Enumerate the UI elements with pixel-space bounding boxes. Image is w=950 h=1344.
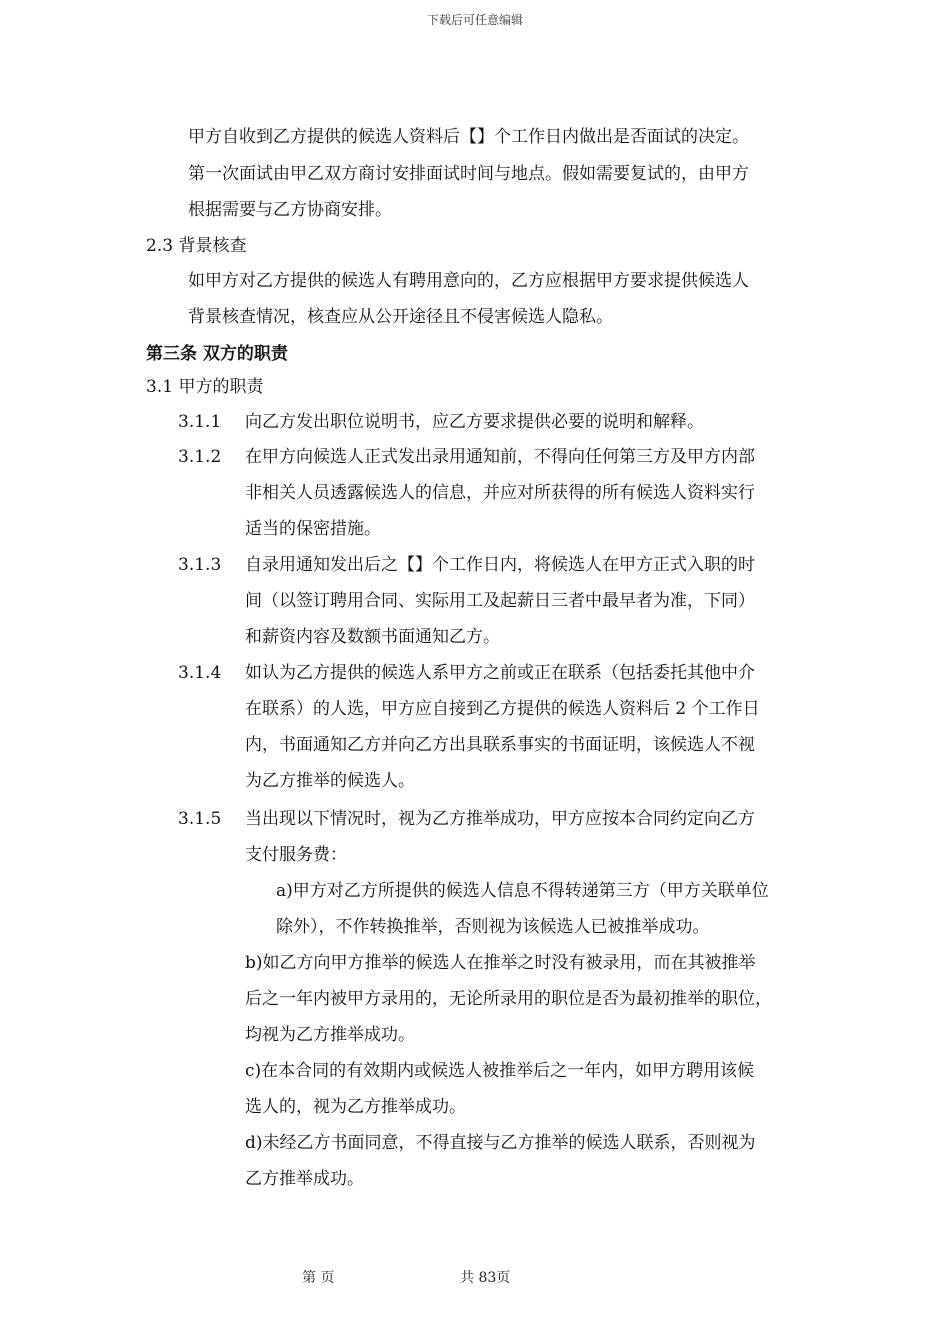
paragraph-line: 背景核查情况，核查应从公开途径且不侵害候选人隐私。: [188, 307, 613, 327]
sub-item-c: c)在本合同的有效期内或候选人被推举后之一年内，如甲方聘用该候: [245, 1061, 755, 1081]
clause-line: 如认为乙方提供的候选人系甲方之前或正在联系（包括委托其他中介: [245, 663, 755, 683]
clause-line: 自录用通知发出后之【】个工作日内，将候选人在甲方正式入职的时: [245, 555, 755, 575]
section-heading-3-1: 3.1 甲方的职责: [146, 377, 264, 397]
clause-line: 间（以签订聘用合同、实际用工及起薪日三者中最早者为准，下同）: [245, 591, 755, 611]
paragraph-line: 甲方自收到乙方提供的候选人资料后【】个工作日内做出是否面试的决定。: [188, 127, 749, 147]
clause-line: 在联系）的人选，甲方应自接到乙方提供的候选人资料后 2 个工作日: [245, 699, 760, 719]
article-heading-3: 第三条 双方的职责: [146, 344, 288, 364]
sub-item-d: d)未经乙方书面同意，不得直接与乙方推举的候选人联系，否则视为: [245, 1133, 756, 1153]
paragraph-line: 根据需要与乙方协商安排。: [188, 200, 392, 220]
clause-line: 和薪资内容及数额书面通知乙方。: [245, 627, 500, 647]
clause-line: 在甲方向候选人正式发出录用通知前，不得向任何第三方及甲方内部: [245, 447, 755, 467]
footer-total-pages: 共 83页: [460, 1270, 511, 1286]
sub-item-d: 乙方推举成功。: [245, 1169, 364, 1189]
sub-item-b: 后之一年内被甲方录用的，无论所录用的职位是否为最初推举的职位，: [245, 989, 772, 1009]
clause-number: 3.1.2: [178, 447, 222, 467]
paragraph-line: 第一次面试由甲乙双方商讨安排面试时间与地点。假如需要复试的，由甲方: [188, 164, 749, 184]
clause-number: 3.1.3: [178, 555, 222, 575]
clause-line: 支付服务费：: [245, 845, 347, 865]
header-note: 下载后可任意编辑: [426, 13, 523, 27]
sub-item-b: 均视为乙方推举成功。: [245, 1025, 415, 1045]
clause-number: 3.1.5: [178, 809, 222, 829]
clause-line: 当出现以下情况时，视为乙方推举成功，甲方应按本合同约定向乙方: [245, 809, 755, 829]
clause-line: 向乙方发出职位说明书，应乙方要求提供必要的说明和解释。: [245, 412, 704, 432]
footer-page-label: 第 页: [302, 1270, 335, 1286]
paragraph-line: 如甲方对乙方提供的候选人有聘用意向的，乙方应根据甲方要求提供候选人: [188, 271, 749, 291]
sub-item-a: 除外），不作转换推举，否则视为该候选人已被推举成功。: [276, 917, 710, 937]
sub-item-c: 选人的，视为乙方推举成功。: [245, 1097, 466, 1117]
clause-number: 3.1.4: [178, 663, 222, 683]
clause-line: 适当的保密措施。: [245, 519, 381, 539]
clause-number: 3.1.1: [178, 412, 222, 432]
section-heading-2-3: 2.3 背景核查: [146, 236, 247, 256]
clause-line: 为乙方推举的候选人。: [245, 771, 415, 791]
sub-item-b: b)如乙方向甲方推举的候选人在推举之时没有被录用，而在其被推举: [245, 953, 756, 973]
clause-line: 内，书面通知乙方并向乙方出具联系事实的书面证明，该候选人不视: [245, 735, 755, 755]
clause-line: 非相关人员透露候选人的信息，并应对所获得的所有候选人资料实行: [245, 483, 755, 503]
sub-item-a: a)甲方对乙方所提供的候选人信息不得转递第三方（甲方关联单位: [276, 881, 769, 901]
